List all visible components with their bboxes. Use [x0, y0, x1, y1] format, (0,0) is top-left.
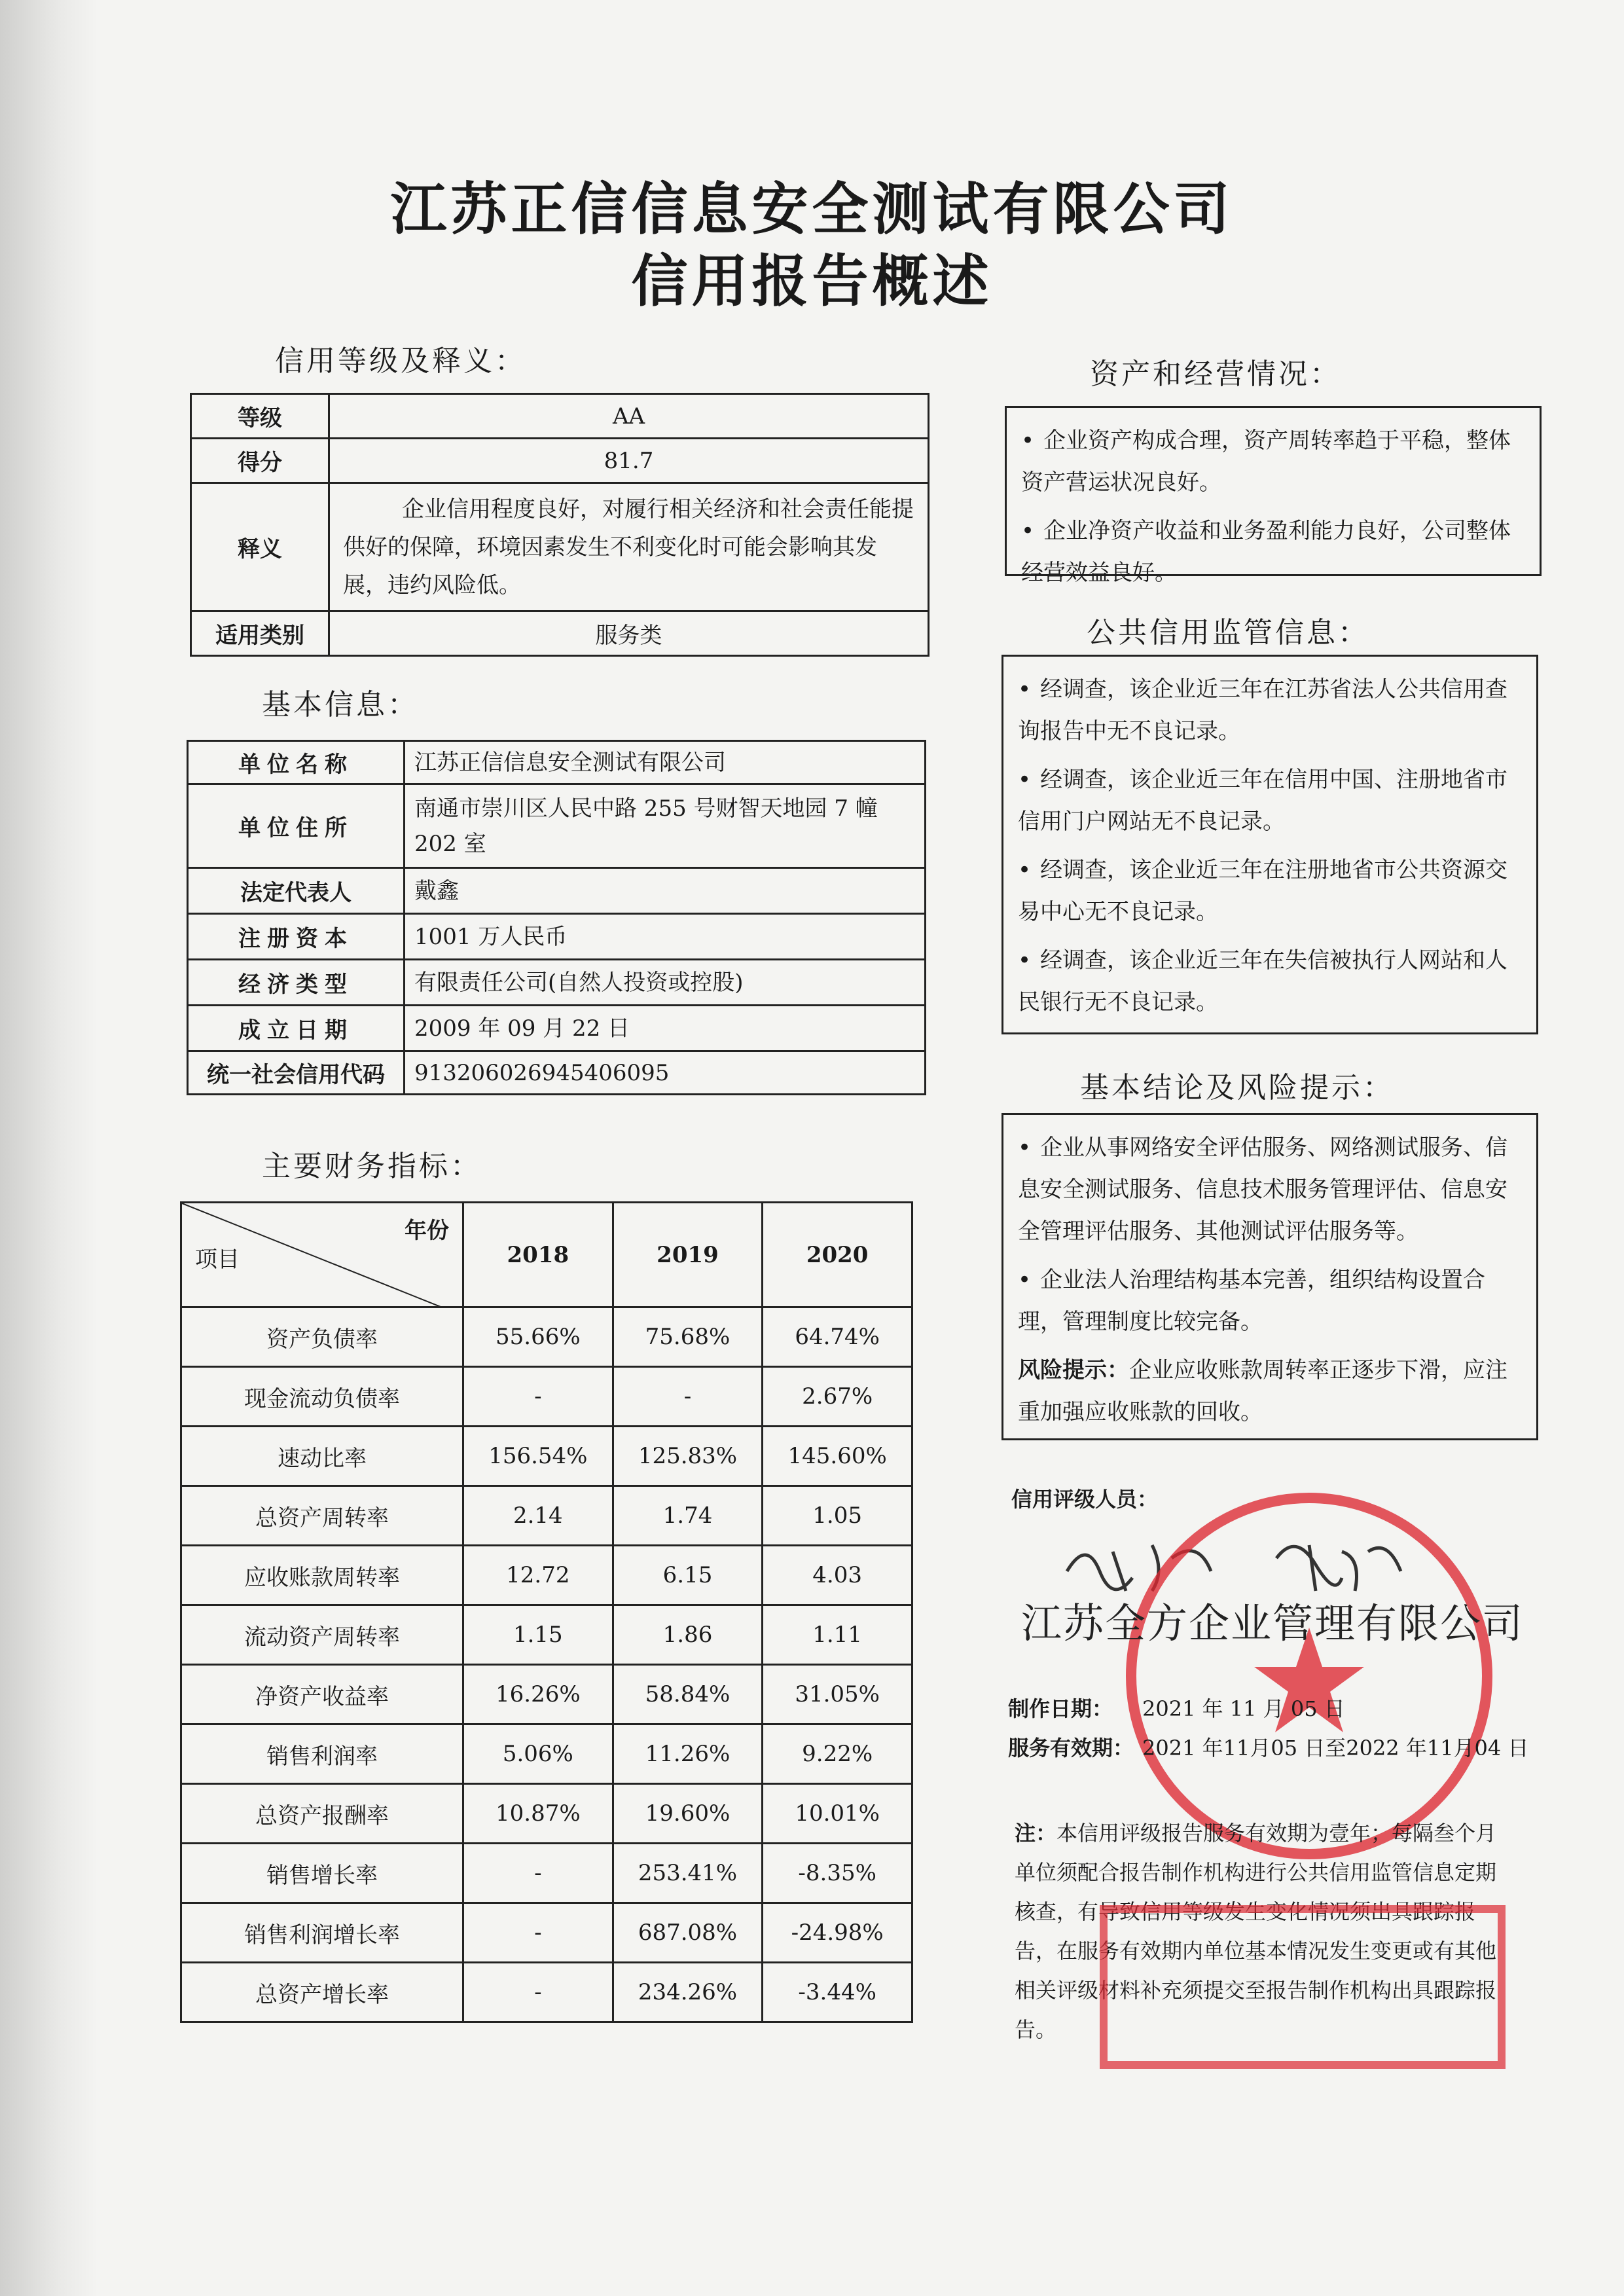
meaning-label: 释义 [191, 483, 329, 611]
date-value: 2021 年 11 月 05 日 [1142, 1696, 1345, 1721]
assets-item: • 企业净资产收益和业务盈利能力良好，公司整体经营效益良好。 [1021, 518, 1511, 586]
finance-row [181, 1546, 912, 1605]
year-header: 2018 [463, 1203, 613, 1307]
finance-cell: 1.15 [463, 1605, 613, 1665]
corner-year-label: 年份 [405, 1218, 449, 1244]
finance-row [181, 1367, 912, 1427]
finance-corner-cell [181, 1203, 463, 1307]
meaning-value: 企业信用程度良好，对履行相关经济和社会责任能提供好的保障，环境因素发生不利变化时可能会影响其发展，违约风险低。 [329, 483, 929, 611]
finance-cell: 12.72 [463, 1546, 613, 1605]
bullet-icon: • [1018, 676, 1032, 702]
finance-cell: 145.60% [763, 1427, 912, 1486]
finance-section-heading: 主要财务指标： [262, 1150, 482, 1183]
finance-cell: 4.03 [763, 1546, 912, 1605]
finance-cell: 1.86 [613, 1605, 763, 1665]
finance-row-label: 总资产增长率 [181, 1963, 463, 2022]
corner-item-label: 项目 [195, 1247, 240, 1273]
bullet-icon: • [1018, 1135, 1032, 1161]
category-value: 服务类 [329, 611, 929, 656]
binding-shadow [0, 0, 98, 2296]
rating-org-name: 江苏全方企业管理有限公司 [1021, 1599, 1525, 1647]
bullet-icon: • [1018, 857, 1032, 883]
finance-cell: 64.74% [763, 1307, 912, 1367]
finance-row-label: 总资产报酬率 [181, 1784, 463, 1844]
finance-row [181, 1307, 912, 1367]
report-title-sub: 信用报告概述 [631, 249, 993, 314]
grade-label: 等级 [191, 394, 329, 439]
assets-item: • 企业资产构成合理，资产周转率趋于平稳，整体资产营运状况良好。 [1021, 428, 1511, 496]
finance-row [181, 1724, 912, 1784]
finance-cell: -8.35% [763, 1844, 912, 1903]
finance-cell: 75.68% [613, 1307, 763, 1367]
finance-row-label: 流动资产周转率 [181, 1605, 463, 1665]
finance-cell: 19.60% [613, 1784, 763, 1844]
basic-row-label: 注册资本 [188, 914, 405, 960]
finance-cell: 687.08% [613, 1903, 763, 1963]
finance-cell: 2.67% [763, 1367, 912, 1427]
finance-row [181, 1605, 912, 1665]
finance-cell: 31.05% [763, 1665, 912, 1724]
public-item: • 经调查，该企业近三年在失信被执行人网站和人民银行无不良记录。 [1018, 947, 1508, 1015]
finance-rows [181, 1307, 912, 2022]
basic-row-label: 法定代表人 [188, 868, 405, 914]
basic-section-heading: 基本信息： [262, 688, 419, 721]
valid-label: 服务有效期： [1008, 1736, 1134, 1760]
finance-cell: 156.54% [463, 1427, 613, 1486]
risk-text: 企业应收账款周转率正逐步下滑，应注重加强应收账款的回收。 [1018, 1357, 1507, 1425]
grade-section-heading: 信用等级及释义： [275, 344, 526, 378]
basic-row-value: 1001 万人民币 [405, 914, 926, 960]
basic-row-label: 单位名称 [188, 741, 405, 784]
basic-row-label: 统一社会信用代码 [188, 1051, 405, 1095]
bullet-icon: • [1018, 767, 1032, 793]
assets-section-heading: 资产和经营情况： [1090, 357, 1341, 391]
report-title-company: 江苏正信信息安全测试有限公司 [390, 177, 1234, 242]
public-item: • 经调查，该企业近三年在信用中国、注册地省市信用门户网站无不良记录。 [1018, 767, 1508, 835]
valid-value: 2021 年11月05 日至2022 年11月04 日 [1142, 1736, 1529, 1760]
finance-row-label: 速动比率 [181, 1427, 463, 1486]
public-box [1001, 655, 1538, 1034]
finance-row-label: 销售增长率 [181, 1844, 463, 1903]
year-header: 2020 [763, 1203, 912, 1307]
basic-row-value: 2009 年 09 月 22 日 [405, 1006, 926, 1051]
conclusion-item: • 企业法人治理结构基本完善，组织结构设置合理，管理制度比较完备。 [1018, 1267, 1486, 1335]
finance-cell: - [463, 1963, 613, 2022]
bullet-icon: • [1021, 518, 1035, 544]
date-label: 制作日期： [1008, 1696, 1113, 1721]
finance-cell: 11.26% [613, 1724, 763, 1784]
basic-row-label: 成立日期 [188, 1006, 405, 1051]
finance-row-label: 应收账款周转率 [181, 1546, 463, 1605]
finance-row [181, 1486, 912, 1546]
finance-row [181, 1963, 912, 2022]
note-text: 本信用评级报告服务有效期为壹年；每隔叁个月单位须配合报告制作机构进行公共信用监管信息定期核查，有导致信用等级发生变化情况须出具跟踪报告，在服务有效期内单位基本情况发生变更或有其他相关评级材料补充须提交至报告制作机构出具跟踪报告。 [1015, 1821, 1497, 2042]
finance-row-label: 销售利润增长率 [181, 1903, 463, 1963]
finance-row [181, 1784, 912, 1844]
finance-cell: - [463, 1903, 613, 1963]
finance-cell: 125.83% [613, 1427, 763, 1486]
public-section-heading: 公共信用监管信息： [1087, 616, 1369, 649]
finance-cell: - [463, 1367, 613, 1427]
company-seal-stamp [1126, 1493, 1492, 1859]
risk-tip [1018, 1349, 1522, 1433]
basic-row-value: 戴鑫 [405, 868, 926, 914]
risk-label: 风险提示： [1018, 1357, 1129, 1383]
conclusion-box [1001, 1113, 1538, 1440]
finance-cell: 1.11 [763, 1605, 912, 1665]
bullet-icon: • [1018, 1267, 1032, 1293]
basic-row-label: 单位住所 [188, 784, 405, 868]
finance-cell: 10.01% [763, 1784, 912, 1844]
finance-cell: 1.05 [763, 1486, 912, 1546]
score-value: 81.7 [329, 439, 929, 483]
basic-row-value: 南通市崇川区人民中路 255 号财智天地园 7 幢 202 室 [405, 784, 926, 868]
filing-stamp [1100, 1905, 1506, 2069]
finance-row-label: 净资产收益率 [181, 1665, 463, 1724]
finance-cell: 5.06% [463, 1724, 613, 1784]
finance-cell: 16.26% [463, 1665, 613, 1724]
category-label: 适用类别 [191, 611, 329, 656]
finance-cell: - [463, 1844, 613, 1903]
finance-cell: 1.74 [613, 1486, 763, 1546]
public-item: • 经调查，该企业近三年在江苏省法人公共信用查询报告中无不良记录。 [1018, 676, 1508, 744]
conclusion-section-heading: 基本结论及风险提示： [1080, 1071, 1394, 1104]
basic-info-table [187, 740, 926, 1095]
finance-cell: 2.14 [463, 1486, 613, 1546]
assets-box [1005, 406, 1542, 586]
basic-row-value: 913206026945406095 [405, 1051, 926, 1095]
finance-cell: 55.66% [463, 1307, 613, 1367]
finance-cell: -3.44% [763, 1963, 912, 2022]
finance-row [181, 1844, 912, 1903]
basic-row-value: 江苏正信信息安全测试有限公司 [405, 741, 926, 784]
grade-value: AA [329, 394, 929, 439]
finance-cell: -24.98% [763, 1903, 912, 1963]
finance-row [181, 1903, 912, 1963]
grade-table [190, 393, 929, 657]
finance-cell: 10.87% [463, 1784, 613, 1844]
finance-cell: 9.22% [763, 1724, 912, 1784]
finance-row-label: 总资产周转率 [181, 1486, 463, 1546]
basic-row-label: 经济类型 [188, 960, 405, 1006]
finance-table [180, 1201, 913, 2023]
rater-label: 信用评级人员： [1011, 1487, 1159, 1512]
seal-star-icon [1136, 1503, 1482, 1849]
finance-row-label: 资产负债率 [181, 1307, 463, 1367]
finance-row-label: 销售利润率 [181, 1724, 463, 1784]
bullet-icon: • [1018, 947, 1032, 974]
conclusion-item: • 企业从事网络安全评估服务、网络测试服务、信息安全测试服务、信息技术服务管理评估、信息安全管理评估服务、其他测试评估服务等。 [1018, 1135, 1508, 1245]
finance-row [181, 1665, 912, 1724]
public-item: • 经调查，该企业近三年在注册地省市公共资源交易中心无不良记录。 [1018, 857, 1508, 925]
basic-row-value: 有限责任公司(自然人投资或控股) [405, 960, 926, 1006]
note-label: 注： [1015, 1821, 1057, 1846]
finance-cell: 234.26% [613, 1963, 763, 2022]
finance-cell: 6.15 [613, 1546, 763, 1605]
bullet-icon: • [1021, 428, 1035, 454]
finance-cell: - [613, 1367, 763, 1427]
year-header: 2019 [613, 1203, 763, 1307]
finance-row-label: 现金流动负债率 [181, 1367, 463, 1427]
score-label: 得分 [191, 439, 329, 483]
finance-row [181, 1427, 912, 1486]
finance-cell: 58.84% [613, 1665, 763, 1724]
finance-cell: 253.41% [613, 1844, 763, 1903]
